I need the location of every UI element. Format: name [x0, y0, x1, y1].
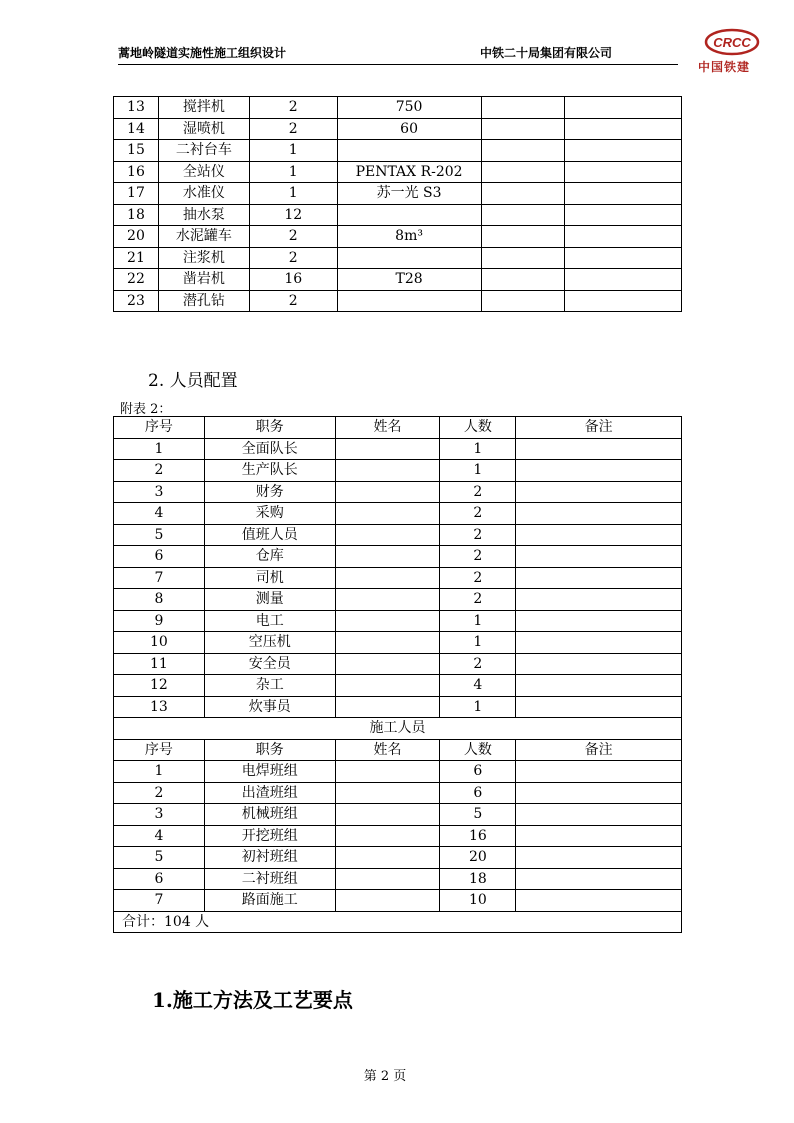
- equipment-name-cell: 水准仪: [158, 183, 249, 205]
- page-header: [118, 40, 678, 65]
- equipment-name-cell: 全站仪: [158, 161, 249, 183]
- equipment-empty-cell: [565, 161, 682, 183]
- equipment-empty-cell: [481, 204, 565, 226]
- staff-no-cell: 6: [114, 546, 205, 568]
- equipment-empty-cell: [565, 269, 682, 291]
- equipment-no-cell: 20: [114, 226, 159, 248]
- staff-note-cell: [516, 761, 682, 783]
- equipment-row: [114, 204, 682, 226]
- equipment-empty-cell: [565, 204, 682, 226]
- staff-name-cell: [335, 890, 440, 912]
- staff-no-cell: 4: [114, 825, 205, 847]
- staff-note-cell: [516, 825, 682, 847]
- equipment-row: [114, 269, 682, 291]
- section-staffing-title: 2. 人员配置: [148, 371, 238, 391]
- header-note: 备注: [516, 417, 682, 439]
- equipment-empty-cell: [565, 140, 682, 162]
- staff-row: [114, 589, 682, 611]
- staff-name-cell: [335, 503, 440, 525]
- equipment-row: [114, 97, 682, 119]
- staff-name-cell: [335, 632, 440, 654]
- staff-no-cell: 1: [114, 438, 205, 460]
- staff-count-cell: 1: [440, 610, 516, 632]
- equipment-qty-cell: 12: [249, 204, 337, 226]
- staff-name-cell: [335, 610, 440, 632]
- equipment-empty-cell: [565, 97, 682, 119]
- staff-count-cell: 2: [440, 503, 516, 525]
- staff-count-cell: 2: [440, 589, 516, 611]
- staff-row: [114, 868, 682, 890]
- staff-row: [114, 782, 682, 804]
- equipment-empty-cell: [481, 140, 565, 162]
- crcc-logo-icon: [704, 28, 760, 56]
- staff-row: [114, 696, 682, 718]
- equipment-no-cell: 15: [114, 140, 159, 162]
- staff-header-row: [114, 417, 682, 439]
- staff-role-cell: 测量: [204, 589, 335, 611]
- staff-row: [114, 610, 682, 632]
- staff-row: [114, 460, 682, 482]
- equipment-no-cell: 14: [114, 118, 159, 140]
- staff-row: [114, 890, 682, 912]
- equipment-spec-cell: [337, 140, 481, 162]
- staff-name-cell: [335, 696, 440, 718]
- total-cell: 合计：104 人: [114, 911, 682, 933]
- staff-name-cell: [335, 761, 440, 783]
- equipment-empty-cell: [481, 247, 565, 269]
- equipment-qty-cell: 1: [249, 140, 337, 162]
- staff-no-cell: 10: [114, 632, 205, 654]
- staff-role-cell: 电焊班组: [204, 761, 335, 783]
- equipment-no-cell: 23: [114, 290, 159, 312]
- staff-row: [114, 567, 682, 589]
- staff-header-row: [114, 739, 682, 761]
- staff-role-cell: 全面队长: [204, 438, 335, 460]
- staff-note-cell: [516, 460, 682, 482]
- equipment-name-cell: 水泥罐车: [158, 226, 249, 248]
- staff-note-cell: [516, 546, 682, 568]
- staff-note-cell: [516, 632, 682, 654]
- equipment-name-cell: 抽水泵: [158, 204, 249, 226]
- staff-role-cell: 开挖班组: [204, 825, 335, 847]
- staff-role-cell: 财务: [204, 481, 335, 503]
- staff-row: [114, 804, 682, 826]
- staff-count-cell: 6: [440, 782, 516, 804]
- staff-role-cell: 仓库: [204, 546, 335, 568]
- staff-name-cell: [335, 675, 440, 697]
- staff-role-cell: 炊事员: [204, 696, 335, 718]
- equipment-table: [113, 96, 682, 312]
- equipment-empty-cell: [565, 290, 682, 312]
- staff-note-cell: [516, 653, 682, 675]
- staff-role-cell: 司机: [204, 567, 335, 589]
- equipment-no-cell: 22: [114, 269, 159, 291]
- equipment-empty-cell: [565, 183, 682, 205]
- staff-note-cell: [516, 868, 682, 890]
- equipment-qty-cell: 2: [249, 290, 337, 312]
- staff-row: [114, 675, 682, 697]
- header-count: 人数: [440, 739, 516, 761]
- equipment-row: [114, 183, 682, 205]
- equipment-spec-cell: 750: [337, 97, 481, 119]
- staff-note-cell: [516, 438, 682, 460]
- staff-note-cell: [516, 567, 682, 589]
- staff-name-cell: [335, 653, 440, 675]
- crcc-logo: [698, 26, 764, 76]
- equipment-name-cell: 二衬台车: [158, 140, 249, 162]
- staff-no-cell: 3: [114, 481, 205, 503]
- staff-name-cell: [335, 524, 440, 546]
- staff-name-cell: [335, 460, 440, 482]
- construction-heading-row: [114, 718, 682, 740]
- appendix-label: 附表 2：: [120, 402, 172, 417]
- equipment-qty-cell: 16: [249, 269, 337, 291]
- staff-note-cell: [516, 589, 682, 611]
- staff-note-cell: [516, 696, 682, 718]
- staff-name-cell: [335, 804, 440, 826]
- equipment-empty-cell: [565, 247, 682, 269]
- staff-note-cell: [516, 524, 682, 546]
- equipment-no-cell: 21: [114, 247, 159, 269]
- header-no: 序号: [114, 417, 205, 439]
- equipment-no-cell: 18: [114, 204, 159, 226]
- equipment-no-cell: 17: [114, 183, 159, 205]
- staff-no-cell: 12: [114, 675, 205, 697]
- document-title: 蒿地岭隧道实施性施工组织设计: [118, 46, 287, 60]
- staff-count-cell: 5: [440, 804, 516, 826]
- staff-role-cell: 电工: [204, 610, 335, 632]
- equipment-empty-cell: [481, 97, 565, 119]
- equipment-empty-cell: [481, 269, 565, 291]
- equipment-empty-cell: [481, 290, 565, 312]
- staff-count-cell: 2: [440, 653, 516, 675]
- staff-no-cell: 9: [114, 610, 205, 632]
- equipment-name-cell: 潜孔钻: [158, 290, 249, 312]
- equipment-empty-cell: [565, 118, 682, 140]
- equipment-row: [114, 226, 682, 248]
- staff-no-cell: 13: [114, 696, 205, 718]
- equipment-row: [114, 161, 682, 183]
- equipment-name-cell: 注浆机: [158, 247, 249, 269]
- equipment-spec-cell: 苏一光 S3: [337, 183, 481, 205]
- equipment-spec-cell: [337, 247, 481, 269]
- equipment-empty-cell: [481, 226, 565, 248]
- staff-no-cell: 11: [114, 653, 205, 675]
- staff-name-cell: [335, 546, 440, 568]
- staff-role-cell: 生产队长: [204, 460, 335, 482]
- staff-role-cell: 出渣班组: [204, 782, 335, 804]
- staff-row: [114, 481, 682, 503]
- logo-mark-text: CRCC: [713, 35, 751, 50]
- staff-table: [113, 416, 682, 933]
- staff-name-cell: [335, 825, 440, 847]
- staff-name-cell: [335, 567, 440, 589]
- header-name: 姓名: [335, 417, 440, 439]
- equipment-empty-cell: [481, 118, 565, 140]
- staff-note-cell: [516, 675, 682, 697]
- equipment-qty-cell: 1: [249, 183, 337, 205]
- staff-count-cell: 2: [440, 546, 516, 568]
- staff-count-cell: 6: [440, 761, 516, 783]
- staff-row: [114, 524, 682, 546]
- staff-no-cell: 2: [114, 782, 205, 804]
- staff-row: [114, 438, 682, 460]
- header-name: 姓名: [335, 739, 440, 761]
- staff-no-cell: 2: [114, 460, 205, 482]
- equipment-row: [114, 140, 682, 162]
- staff-name-cell: [335, 589, 440, 611]
- staff-role-cell: 安全员: [204, 653, 335, 675]
- logo-text: 中国铁建: [698, 60, 751, 74]
- staff-row: [114, 847, 682, 869]
- equipment-name-cell: 搅拌机: [158, 97, 249, 119]
- header-role: 职务: [204, 417, 335, 439]
- staff-count-cell: 18: [440, 868, 516, 890]
- equipment-spec-cell: PENTAX R-202: [337, 161, 481, 183]
- staff-count-cell: 2: [440, 481, 516, 503]
- staff-row: [114, 653, 682, 675]
- equipment-no-cell: 13: [114, 97, 159, 119]
- staff-no-cell: 7: [114, 567, 205, 589]
- staff-no-cell: 3: [114, 804, 205, 826]
- staff-count-cell: 1: [440, 438, 516, 460]
- equipment-qty-cell: 1: [249, 161, 337, 183]
- equipment-spec-cell: T28: [337, 269, 481, 291]
- staff-count-cell: 1: [440, 460, 516, 482]
- staff-role-cell: 初衬班组: [204, 847, 335, 869]
- equipment-row: [114, 247, 682, 269]
- equipment-no-cell: 16: [114, 161, 159, 183]
- staff-note-cell: [516, 890, 682, 912]
- staff-row: [114, 503, 682, 525]
- equipment-qty-cell: 2: [249, 97, 337, 119]
- staff-count-cell: 2: [440, 567, 516, 589]
- staff-role-cell: 采购: [204, 503, 335, 525]
- section-method-title: 1.施工方法及工艺要点: [152, 988, 353, 1012]
- staff-note-cell: [516, 804, 682, 826]
- staff-name-cell: [335, 481, 440, 503]
- construction-heading-cell: 施工人员: [114, 718, 682, 740]
- equipment-qty-cell: 2: [249, 118, 337, 140]
- equipment-row: [114, 290, 682, 312]
- staff-name-cell: [335, 782, 440, 804]
- page-number: 第 2 页: [363, 1069, 407, 1084]
- staff-count-cell: 10: [440, 890, 516, 912]
- equipment-spec-cell: 60: [337, 118, 481, 140]
- staff-no-cell: 5: [114, 847, 205, 869]
- staff-count-cell: 4: [440, 675, 516, 697]
- staff-name-cell: [335, 847, 440, 869]
- staff-count-cell: 2: [440, 524, 516, 546]
- staff-role-cell: 值班人员: [204, 524, 335, 546]
- staff-no-cell: 1: [114, 761, 205, 783]
- equipment-empty-cell: [565, 226, 682, 248]
- staff-count-cell: 20: [440, 847, 516, 869]
- staff-row: [114, 632, 682, 654]
- staff-no-cell: 6: [114, 868, 205, 890]
- staff-count-cell: 1: [440, 696, 516, 718]
- header-role: 职务: [204, 739, 335, 761]
- staff-note-cell: [516, 847, 682, 869]
- staff-role-cell: 杂工: [204, 675, 335, 697]
- staff-note-cell: [516, 503, 682, 525]
- equipment-qty-cell: 2: [249, 247, 337, 269]
- staff-note-cell: [516, 481, 682, 503]
- staff-count-cell: 16: [440, 825, 516, 847]
- staff-no-cell: 5: [114, 524, 205, 546]
- staff-no-cell: 7: [114, 890, 205, 912]
- equipment-qty-cell: 2: [249, 226, 337, 248]
- staff-no-cell: 4: [114, 503, 205, 525]
- staff-count-cell: 1: [440, 632, 516, 654]
- equipment-spec-cell: [337, 204, 481, 226]
- staff-name-cell: [335, 868, 440, 890]
- staff-row: [114, 546, 682, 568]
- header-no: 序号: [114, 739, 205, 761]
- equipment-spec-cell: [337, 290, 481, 312]
- staff-row: [114, 825, 682, 847]
- header-count: 人数: [440, 417, 516, 439]
- staff-role-cell: 空压机: [204, 632, 335, 654]
- total-row: [114, 911, 682, 933]
- staff-no-cell: 8: [114, 589, 205, 611]
- staff-role-cell: 路面施工: [204, 890, 335, 912]
- staff-row: [114, 761, 682, 783]
- staff-name-cell: [335, 438, 440, 460]
- equipment-name-cell: 湿喷机: [158, 118, 249, 140]
- staff-note-cell: [516, 782, 682, 804]
- staff-role-cell: 二衬班组: [204, 868, 335, 890]
- staff-note-cell: [516, 610, 682, 632]
- equipment-name-cell: 凿岩机: [158, 269, 249, 291]
- equipment-row: [114, 118, 682, 140]
- header-note: 备注: [516, 739, 682, 761]
- equipment-spec-cell: 8m³: [337, 226, 481, 248]
- company-name: 中铁二十局集团有限公司: [479, 46, 612, 60]
- staff-role-cell: 机械班组: [204, 804, 335, 826]
- equipment-empty-cell: [481, 161, 565, 183]
- equipment-empty-cell: [481, 183, 565, 205]
